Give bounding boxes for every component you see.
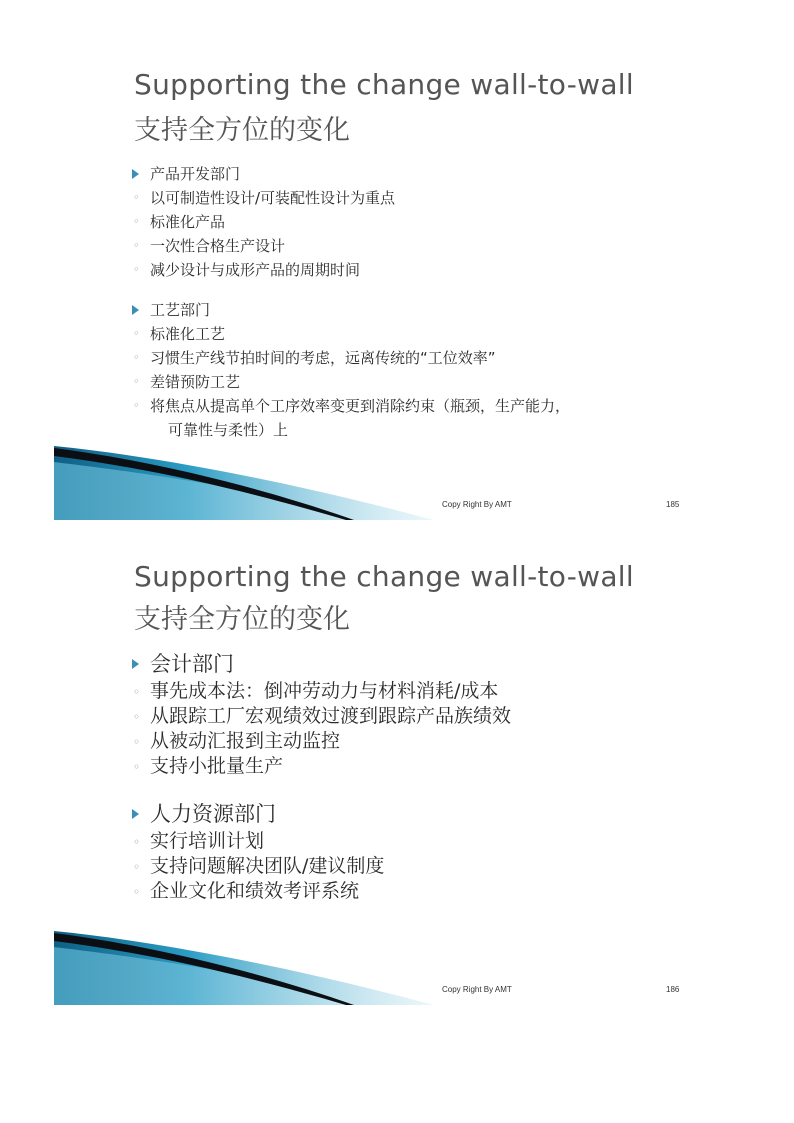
footer-copyright: Copy Right By AMT <box>442 985 512 994</box>
slide-title-chinese: 支持全方位的变化 <box>134 115 350 146</box>
circle-bullet-icon: ◦ <box>133 735 141 749</box>
list-item-text: 支持问题解决团队/建议制度 <box>150 855 385 877</box>
list-item-text: 将焦点从提高单个工序效率变更到消除约束（瓶颈，生产能力， <box>150 397 571 415</box>
circle-bullet-icon: ◦ <box>133 760 141 774</box>
slide-186 <box>54 545 695 1005</box>
footer-copyright: Copy Right By AMT <box>442 500 512 509</box>
decorative-wave-graphic <box>54 925 695 1005</box>
list-item-text: 差错预防工艺 <box>150 373 241 391</box>
page-number: 186 <box>666 985 680 994</box>
list-item-continuation: 可靠性与柔性）上 <box>168 421 289 439</box>
list-item-text: 习惯生产线节拍时间的考虑，远离传统的“工位效率” <box>150 349 496 367</box>
section-heading <box>128 298 675 322</box>
triangle-bullet-icon <box>132 659 139 669</box>
list-item-text: 以可制造性设计/可装配性设计为重点 <box>150 189 396 207</box>
section-accounting <box>128 649 675 779</box>
section-human-resources <box>128 799 675 904</box>
list-item <box>128 210 675 234</box>
circle-bullet-icon: ◦ <box>133 327 140 340</box>
page-number: 185 <box>666 500 680 509</box>
list-item-text: 实行培训计划 <box>150 830 265 852</box>
section-heading <box>128 162 675 186</box>
circle-bullet-icon: ◦ <box>133 215 140 228</box>
triangle-bullet-icon <box>132 809 139 819</box>
slide-185 <box>54 52 695 520</box>
circle-bullet-icon: ◦ <box>133 710 141 724</box>
list-item <box>128 854 675 879</box>
list-item <box>128 879 675 904</box>
circle-bullet-icon: ◦ <box>133 399 140 412</box>
list-item-text: 企业文化和绩效考评系统 <box>150 880 360 902</box>
list-item <box>128 394 675 418</box>
list-item-text: 减少设计与成形产品的周期时间 <box>150 261 361 279</box>
bullet-list <box>128 186 675 282</box>
slide-title-english: Supporting the change wall-to-wall <box>134 560 634 593</box>
list-item-text: 标准化产品 <box>150 213 226 231</box>
circle-bullet-icon: ◦ <box>133 885 141 899</box>
circle-bullet-icon: ◦ <box>133 860 141 874</box>
list-item <box>128 186 675 210</box>
list-item-text: 标准化工艺 <box>150 325 226 343</box>
list-item <box>128 234 675 258</box>
list-item <box>128 829 675 854</box>
section-heading <box>128 649 675 679</box>
bullet-list <box>128 679 675 779</box>
section-heading-text: 会计部门 <box>150 652 234 676</box>
section-heading-text: 工艺部门 <box>150 301 211 319</box>
circle-bullet-icon: ◦ <box>133 263 140 276</box>
list-item <box>128 346 675 370</box>
decorative-wave-graphic <box>54 440 695 520</box>
circle-bullet-icon: ◦ <box>133 835 141 849</box>
list-item-text: 支持小批量生产 <box>150 755 284 777</box>
circle-bullet-icon: ◦ <box>133 351 140 364</box>
slide-title-chinese: 支持全方位的变化 <box>134 604 350 635</box>
list-item <box>128 679 675 704</box>
section-heading-text: 产品开发部门 <box>150 165 241 183</box>
circle-bullet-icon: ◦ <box>133 685 141 699</box>
bullet-list <box>128 322 675 418</box>
triangle-bullet-icon <box>132 305 139 315</box>
list-item <box>128 370 675 394</box>
circle-bullet-icon: ◦ <box>133 375 140 388</box>
list-item <box>128 258 675 282</box>
list-item <box>128 729 675 754</box>
list-item <box>128 754 675 779</box>
slide-title-english: Supporting the change wall-to-wall <box>134 68 634 101</box>
slide-content <box>128 162 675 458</box>
triangle-bullet-icon <box>132 169 139 179</box>
list-item-text: 事先成本法：倒冲劳动力与材料消耗/成本 <box>150 680 499 702</box>
list-item-text: 从跟踪工厂宏观绩效过渡到跟踪产品族绩效 <box>150 705 512 727</box>
section-process-engineering <box>128 298 675 442</box>
section-product-development <box>128 162 675 282</box>
list-item <box>128 704 675 729</box>
section-heading-text: 人力资源部门 <box>150 802 276 826</box>
section-heading <box>128 799 675 829</box>
slide-content <box>128 649 675 924</box>
circle-bullet-icon: ◦ <box>133 239 140 252</box>
circle-bullet-icon: ◦ <box>133 191 140 204</box>
list-item-text: 从被动汇报到主动监控 <box>150 730 341 752</box>
list-item-text: 一次性合格生产设计 <box>150 237 286 255</box>
bullet-list <box>128 829 675 904</box>
list-item <box>128 322 675 346</box>
